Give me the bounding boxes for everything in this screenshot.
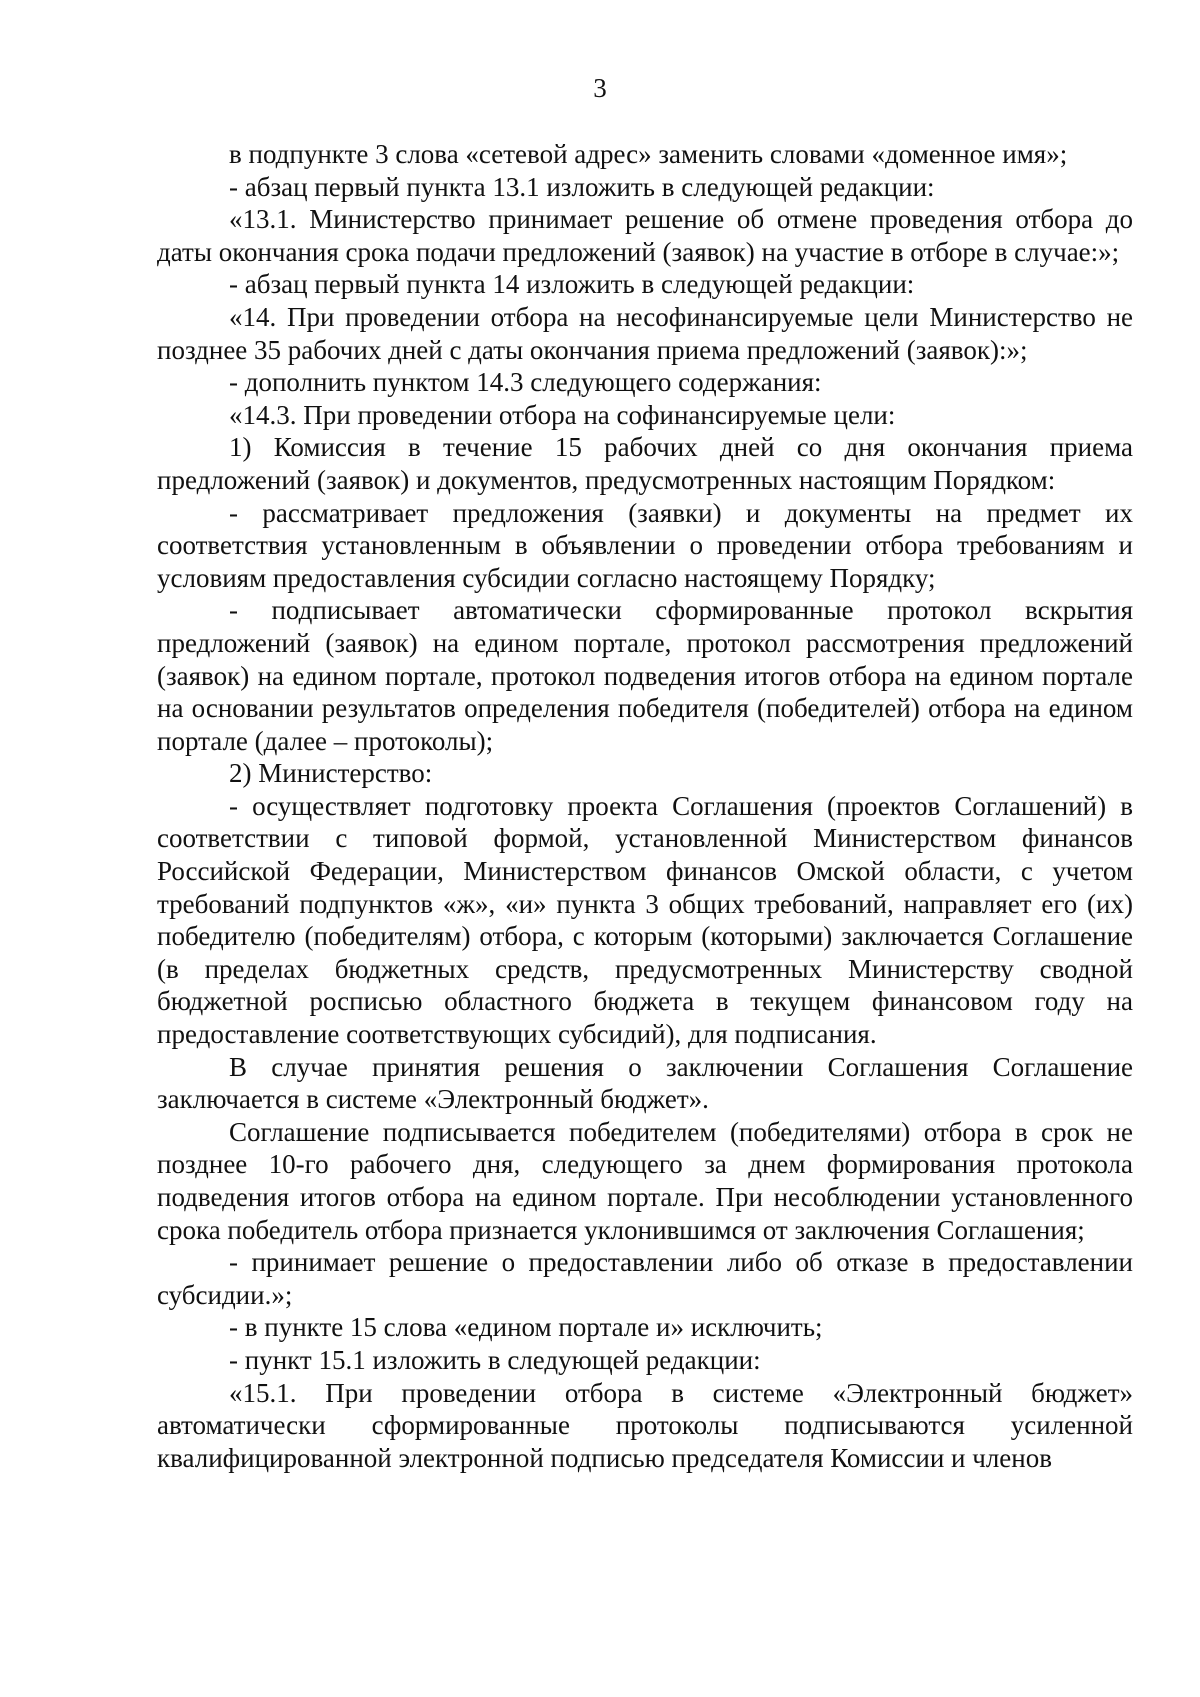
paragraph-14: Соглашение подписывается победителем (победителями) отбора в срок не позднее 10-го рабочего дня, следующего за днем формирования протокола подведения итогов отбора на едином портале. При несоблюдении установленного срока победитель отбора признается уклонившимся от заключения Соглашения;: [157, 1116, 1133, 1245]
paragraph-15: - принимает решение о предоставлении либо об отказе в предоставлении субсидии.»;: [157, 1247, 1133, 1310]
paragraph-7: «14.3. При проведении отбора на софинансируемые цели:: [229, 399, 896, 430]
paragraph-16: - в пункте 15 слова «едином портале и» исключить;: [229, 1312, 823, 1343]
paragraph-13: В случае принятия решения о заключении Соглашения Соглашение заключается в системе «Электронный бюджет».: [157, 1051, 1133, 1115]
paragraph-12: - осуществляет подготовку проекта Соглашения (проектов Соглашений) в соответствии с типовой формой, установленной Министерством финансов Российской Федерации, Министерством финансов Омской области, с учетом требований подпунктов «ж», «и» пункта 3 общих требований, направляет его (их) победителю (победителям) отбора, с которым (которыми) заключается Соглашение (в пределах бюджетных средств, предусмотренных Министерству сводной бюджетной росписью областного бюджета в текущем финансовом году на предоставление соответствующих субсидий), для подписания.: [157, 790, 1133, 1050]
paragraph-17: - пункт 15.1 изложить в следующей редакции:: [229, 1344, 761, 1375]
paragraph-5: «14. При проведении отбора на несофинансируемые цели Министерство не позднее 35 рабочих дней с даты окончания приема предложений (заявок):»;: [157, 301, 1133, 365]
paragraph-3: «13.1. Министерство принимает решение об отмене проведения отбора до даты окончания срока подачи предложений (заявок) на участие в отборе в случае:»;: [157, 204, 1133, 267]
paragraph-1: в подпункте 3 слова «сетевой адрес» заменить словами «доменное имя»;: [229, 139, 1068, 169]
page-number: 3: [593, 73, 607, 103]
paragraph-9: - рассматривает предложения (заявки) и документы на предмет их соответствия установленным в объявлении о проведении отбора требованиям и условиям предоставления субсидии согласно настоящему Порядку;: [157, 497, 1133, 593]
document-body: [157, 138, 1133, 1474]
paragraph-8: 1) Комиссия в течение 15 рабочих дней со дня окончания приема предложений (заявок) и документов, предусмотренных настоящим Порядком:: [157, 432, 1133, 495]
paragraph-11: 2) Министерство:: [229, 758, 433, 789]
paragraph-2: - абзац первый пункта 13.1 изложить в следующей редакции:: [229, 171, 935, 202]
paragraph-18: «15.1. При проведении отбора в системе «Электронный бюджет» автоматически сформированные протоколы подписываются усиленной квалифицированной электронной подписью председателя Комиссии и членов: [157, 1377, 1133, 1473]
paragraph-10: - подписывает автоматически сформированные протокол вскрытия предложений (заявок) на едином портале, протокол рассмотрения предложений (заявок) на едином портале, протокол подведения итогов отбора на едином портале на основании результатов определения победителя (победителей) отбора на едином портале (далее – протоколы);: [157, 595, 1133, 756]
paragraph-6: - дополнить пунктом 14.3 следующего содержания:: [229, 367, 822, 398]
paragraph-4: - абзац первый пункта 14 изложить в следующей редакции:: [229, 269, 915, 300]
